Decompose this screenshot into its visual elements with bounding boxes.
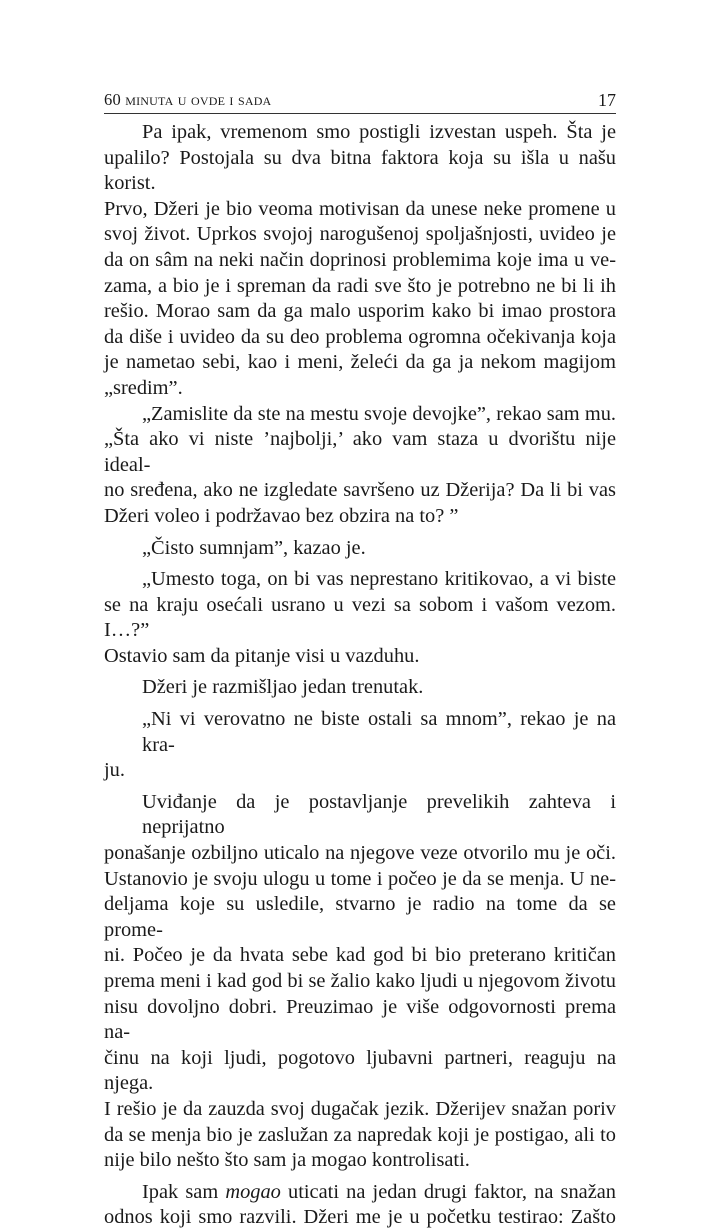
text-line: zama, a bio je i spreman da radi sve što je potrebno ne bi li ih [104, 274, 616, 297]
paragraph [104, 1180, 616, 1231]
text-line: činu na koji ljudi, pogotovo ljubavni partneri, reaguju na njega. [104, 1046, 616, 1095]
text-line: „Umesto toga, on bi vas neprestano kritikovao, a vi biste [142, 568, 616, 591]
running-header [104, 90, 616, 114]
text-line: I rešio je da zauzda svoj dugačak jezik. Džerijev snažan poriv [104, 1097, 616, 1120]
text-line: Ostavio sam da pitanje visi u vazduhu. [104, 644, 420, 667]
text-line: rešio. Morao sam da ga malo usporim kako bi imao prostora [104, 300, 616, 323]
text-line: Pa ipak, vremenom smo postigli izvestan uspeh. Šta je [142, 121, 616, 143]
paragraph [104, 790, 616, 1174]
text-run: Ipak sam [142, 1180, 226, 1203]
paragraph [104, 120, 616, 402]
text-line [104, 1180, 616, 1206]
text-line: „Šta ako vi niste ’najbolji,’ ako vam staza u dvorištu nije ideal- [104, 428, 616, 476]
paragraph [104, 675, 616, 701]
text-run: uticati na jedan drugi faktor, na snažan [280, 1180, 616, 1203]
paragraph [104, 402, 616, 530]
page-number: 17 [598, 90, 616, 110]
text-line: je nametao sebi, kao i meni, želeći da ga ja nekom magijom [104, 351, 616, 374]
text-line: Uviđanje da je postavljanje prevelikih zahteva i neprijatno [142, 790, 616, 839]
text-line: ponašanje ozbiljno uticalo na njegove veze otvorilo mu je oči. [104, 842, 616, 865]
text-line: odnos koji smo razvili. Džeri me je u početku testirao: Zašto [104, 1206, 616, 1229]
text-line: upalilo? Postojala su dva bitna faktora koja su išla u našu korist. [104, 146, 616, 195]
text-line: da se menja bio je zaslužan za napredak koji je postigao, ali to [104, 1123, 616, 1146]
text-line: ju. [104, 759, 125, 782]
text-line: Ustanovio je svoju ulogu u tome i počeo je da se menja. U ne- [104, 867, 616, 890]
running-header-title: 60 minuta u ovde i sada [104, 90, 272, 109]
text-line: „Ni vi verovatno ne biste ostali sa mnom”, rekao je na kra- [142, 708, 616, 756]
text-line: deljama koje su usledile, stvarno je radio na tome da se prome- [104, 893, 616, 941]
text-line: Džeri voleo i podržavao bez obzira na to? ” [104, 504, 459, 527]
text-line: „Zamislite da ste na mestu svoje devojke”, rekao sam mu. [142, 402, 616, 425]
text-line: Džeri je razmišljao jedan trenutak. [142, 676, 424, 699]
paragraph [104, 567, 616, 669]
text-line: da diše i uvideo da su deo problema ogromna očekivanja koja [104, 325, 616, 348]
text-line: no sređena, ako ne izgledate savršeno uz Džerija? Da li bi vas [104, 479, 616, 502]
paragraph [104, 536, 616, 562]
text-line: se na kraju osećali usrano u vezi sa sobom i vašom vezom. I…?” [104, 593, 616, 642]
text-line: „sredim”. [104, 376, 183, 399]
text-line: Prvo, Džeri je bio veoma motivisan da unese neke promene u [104, 197, 616, 220]
text-line: nije bilo nešto što sam ja mogao kontrolisati. [104, 1149, 470, 1172]
text-line: „Čisto sumnjam”, kazao je. [142, 536, 366, 559]
paragraph [104, 707, 616, 784]
text-line: svoj život. Uprkos svojoj narogušenoj spoljašnjosti, uvideo je [104, 223, 616, 246]
book-page [104, 90, 616, 1231]
text-line: prema meni i kad god bi se žalio kako ljudi u njegovom životu [104, 970, 616, 992]
italic-emphasis: mogao [225, 1180, 281, 1203]
text-line: da on sâm na neki način doprinosi problemima koje ima u ve- [104, 248, 616, 271]
text-line: ni. Počeo je da hvata sebe kad god bi bio preterano kritičan [104, 944, 616, 967]
text-line: nisu dovoljno dobri. Preuzimao je više odgovornosti prema na- [104, 995, 616, 1044]
body-text [104, 120, 616, 1231]
